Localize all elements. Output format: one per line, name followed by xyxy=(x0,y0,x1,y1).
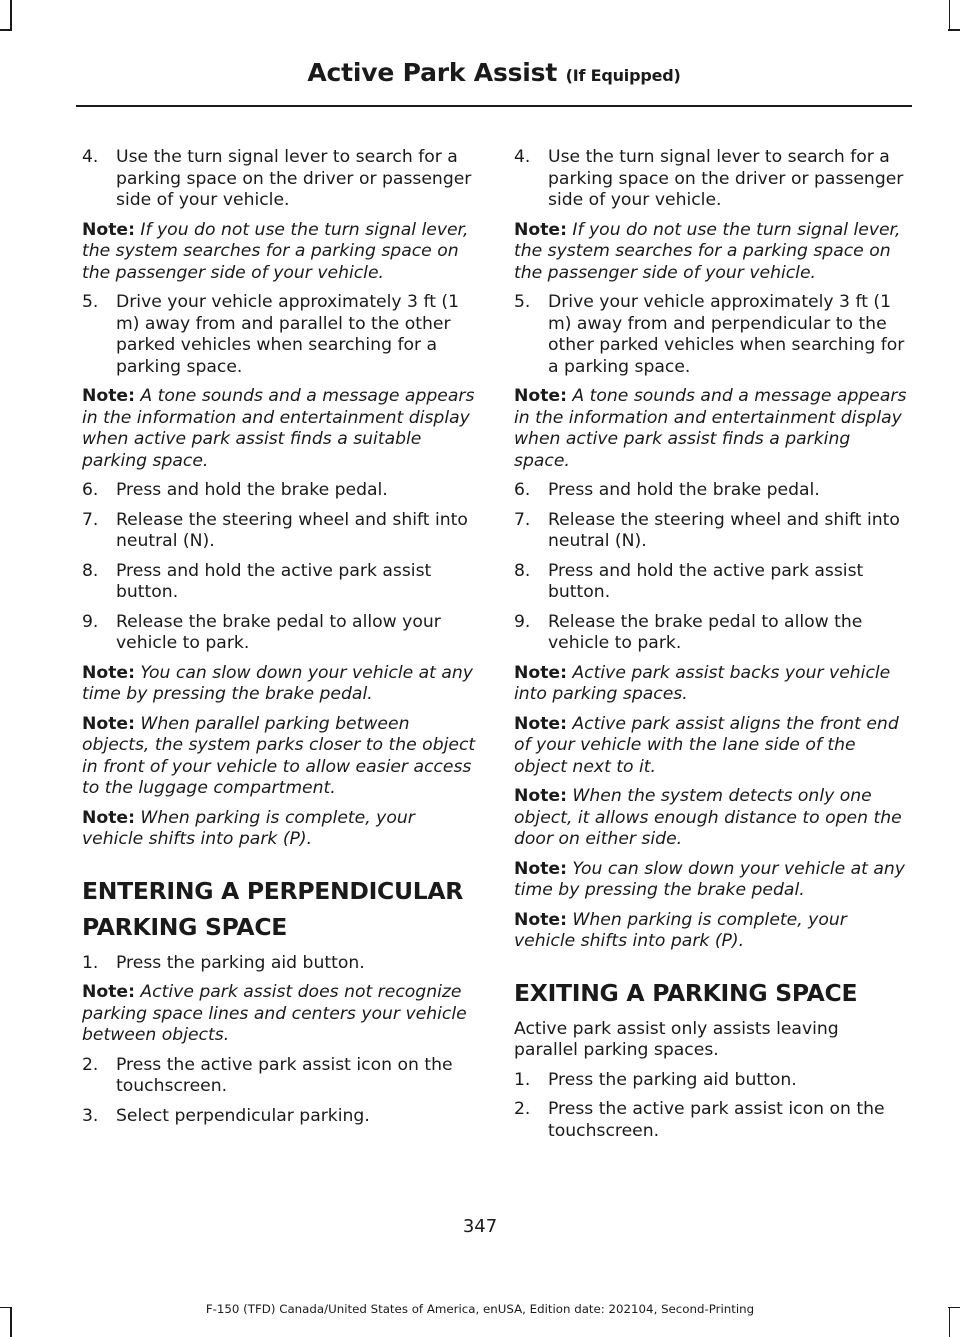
crop-mark xyxy=(948,29,960,31)
step-text: Press and hold the brake pedal. xyxy=(548,480,820,500)
step-number: 5. xyxy=(82,292,99,312)
step-number: 7. xyxy=(514,509,531,530)
note-label: Note: xyxy=(82,386,135,406)
note-text: A tone sounds and a message appears in the information and entertainment display when active park assist finds a suitable parking space. xyxy=(82,386,475,471)
note-text: When the system detects only one object, it allows enough distance to open the door on either side. xyxy=(514,786,902,849)
list-item xyxy=(82,510,476,553)
note xyxy=(82,714,476,800)
list-item xyxy=(82,1055,476,1098)
step-text: Press and hold the active park assist button. xyxy=(116,560,432,602)
step-text: Drive your vehicle approximately 3 ft (1 m) away from and perpendicular to the other parked vehicles when searching for a parking space. xyxy=(548,292,905,377)
page-header xyxy=(76,58,912,91)
note-label: Note: xyxy=(514,713,567,734)
crop-mark xyxy=(10,0,12,30)
note-label: Note: xyxy=(514,786,567,806)
note-text: When parking is complete, your vehicle shifts into park (P). xyxy=(82,807,415,849)
footer: F-150 (TFD) Canada/United States of America, enUSA, Edition date: 202104, Second-Printing xyxy=(205,1302,755,1316)
note-text: Active park assist backs your vehicle into parking spaces. xyxy=(514,662,891,704)
note xyxy=(514,714,908,779)
note xyxy=(82,982,476,1047)
step-text: Press the parking aid button. xyxy=(116,952,365,973)
list-item xyxy=(82,612,476,655)
list-item xyxy=(514,1099,908,1142)
note-text: Active park assist aligns the front end of your vehicle with the lane side of the object next to it. xyxy=(514,713,899,777)
step-text: Press the active park assist icon on the touchscreen. xyxy=(116,1054,453,1096)
step-number: 2. xyxy=(514,1099,531,1119)
note-label: Note: xyxy=(82,982,135,1002)
note xyxy=(82,220,476,285)
note-label: Note: xyxy=(82,713,135,734)
step-text: Use the turn signal lever to search for a parking space on the driver or passenger side of your vehicle. xyxy=(548,147,904,210)
page-title: Active Park Assist xyxy=(307,58,558,87)
list-item xyxy=(514,561,908,604)
step-text: Release the steering wheel and shift into neutral (N). xyxy=(548,509,900,551)
step-number: 2. xyxy=(82,1054,99,1075)
note xyxy=(82,663,476,706)
list-item xyxy=(514,292,908,378)
list-item xyxy=(514,147,908,212)
note xyxy=(514,386,908,472)
note xyxy=(514,220,908,285)
step-number: 7. xyxy=(82,509,99,530)
header-rule xyxy=(76,105,912,107)
list-item xyxy=(514,1070,908,1092)
step-number: 3. xyxy=(82,1105,99,1126)
note-label: Note: xyxy=(82,662,135,683)
note-label: Note: xyxy=(514,858,567,879)
page-subtitle: (If Equipped) xyxy=(565,66,681,85)
note-text: A tone sounds and a message appears in the information and entertainment display when active park assist finds a parking space. xyxy=(514,386,907,471)
note xyxy=(514,663,908,706)
list-item xyxy=(82,147,476,212)
step-text: Press and hold the brake pedal. xyxy=(116,480,388,500)
step-number: 9. xyxy=(514,611,531,632)
step-text: Use the turn signal lever to search for a parking space on the driver or passenger side of your vehicle. xyxy=(116,147,472,210)
step-number: 6. xyxy=(514,480,531,500)
crop-mark xyxy=(949,0,951,30)
list-item xyxy=(82,292,476,378)
note-text: If you do not use the turn signal lever, the system searches for a parking space on the passenger side of your vehicle. xyxy=(514,219,901,283)
right-column xyxy=(514,147,908,1150)
section-heading: EXITING A PARKING SPACE xyxy=(514,978,858,1007)
note-text: You can slow down your vehicle at any time by pressing the brake pedal. xyxy=(514,858,905,900)
step-number: 4. xyxy=(82,147,99,167)
paragraph: Active park assist only assists leaving parallel parking spaces. xyxy=(514,1018,839,1060)
step-number: 1. xyxy=(514,1069,531,1090)
step-text: Drive your vehicle approximately 3 ft (1 m) away from and parallel to the other parked vehicles when searching for a parking space. xyxy=(116,292,460,377)
step-number: 5. xyxy=(514,292,531,312)
list-item xyxy=(514,480,908,502)
step-text: Release the steering wheel and shift into neutral (N). xyxy=(116,509,468,551)
step-text: Press and hold the active park assist button. xyxy=(548,560,864,602)
step-number: 6. xyxy=(82,480,99,500)
note xyxy=(514,859,908,902)
step-number: 8. xyxy=(82,560,99,581)
section-heading: ENTERING A PERPENDICULAR PARKING SPACE xyxy=(82,876,464,941)
note-text: If you do not use the turn signal lever, the system searches for a parking space on the passenger side of your vehicle. xyxy=(82,219,469,283)
step-number: 1. xyxy=(82,952,99,973)
note-text: When parallel parking between objects, the system parks closer to the object in front of your vehicle to allow easier access to the luggage compartment. xyxy=(82,713,476,798)
step-number: 9. xyxy=(82,611,99,632)
list-item xyxy=(514,510,908,553)
note xyxy=(514,910,908,953)
step-text: Release the brake pedal to allow your vehicle to park. xyxy=(116,611,441,653)
step-text: Press the active park assist icon on the touchscreen. xyxy=(548,1099,885,1141)
step-text: Release the brake pedal to allow the vehicle to park. xyxy=(548,611,863,653)
list-item xyxy=(82,561,476,604)
list-item xyxy=(82,480,476,502)
note-label: Note: xyxy=(514,386,567,406)
note-text: Active park assist does not recognize parking space lines and centers your vehicle between objects. xyxy=(82,982,467,1045)
note xyxy=(82,386,476,472)
note-label: Note: xyxy=(514,662,567,683)
note-label: Note: xyxy=(514,219,567,240)
note-label: Note: xyxy=(514,909,567,930)
left-column xyxy=(82,147,476,1135)
note-text: When parking is complete, your vehicle shifts into park (P). xyxy=(514,909,847,951)
list-item xyxy=(82,953,476,975)
note-label: Note: xyxy=(82,807,135,828)
note-text: You can slow down your vehicle at any time by pressing the brake pedal. xyxy=(82,662,473,704)
list-item xyxy=(82,1106,476,1128)
step-number: 4. xyxy=(514,147,531,167)
step-number: 8. xyxy=(514,560,531,581)
list-item xyxy=(514,612,908,655)
note-label: Note: xyxy=(82,219,135,240)
crop-mark xyxy=(0,29,12,31)
note xyxy=(514,786,908,851)
page-number: 347 xyxy=(462,1216,498,1237)
step-text: Press the parking aid button. xyxy=(548,1069,797,1090)
step-text: Select perpendicular parking. xyxy=(116,1105,370,1126)
note xyxy=(82,808,476,851)
